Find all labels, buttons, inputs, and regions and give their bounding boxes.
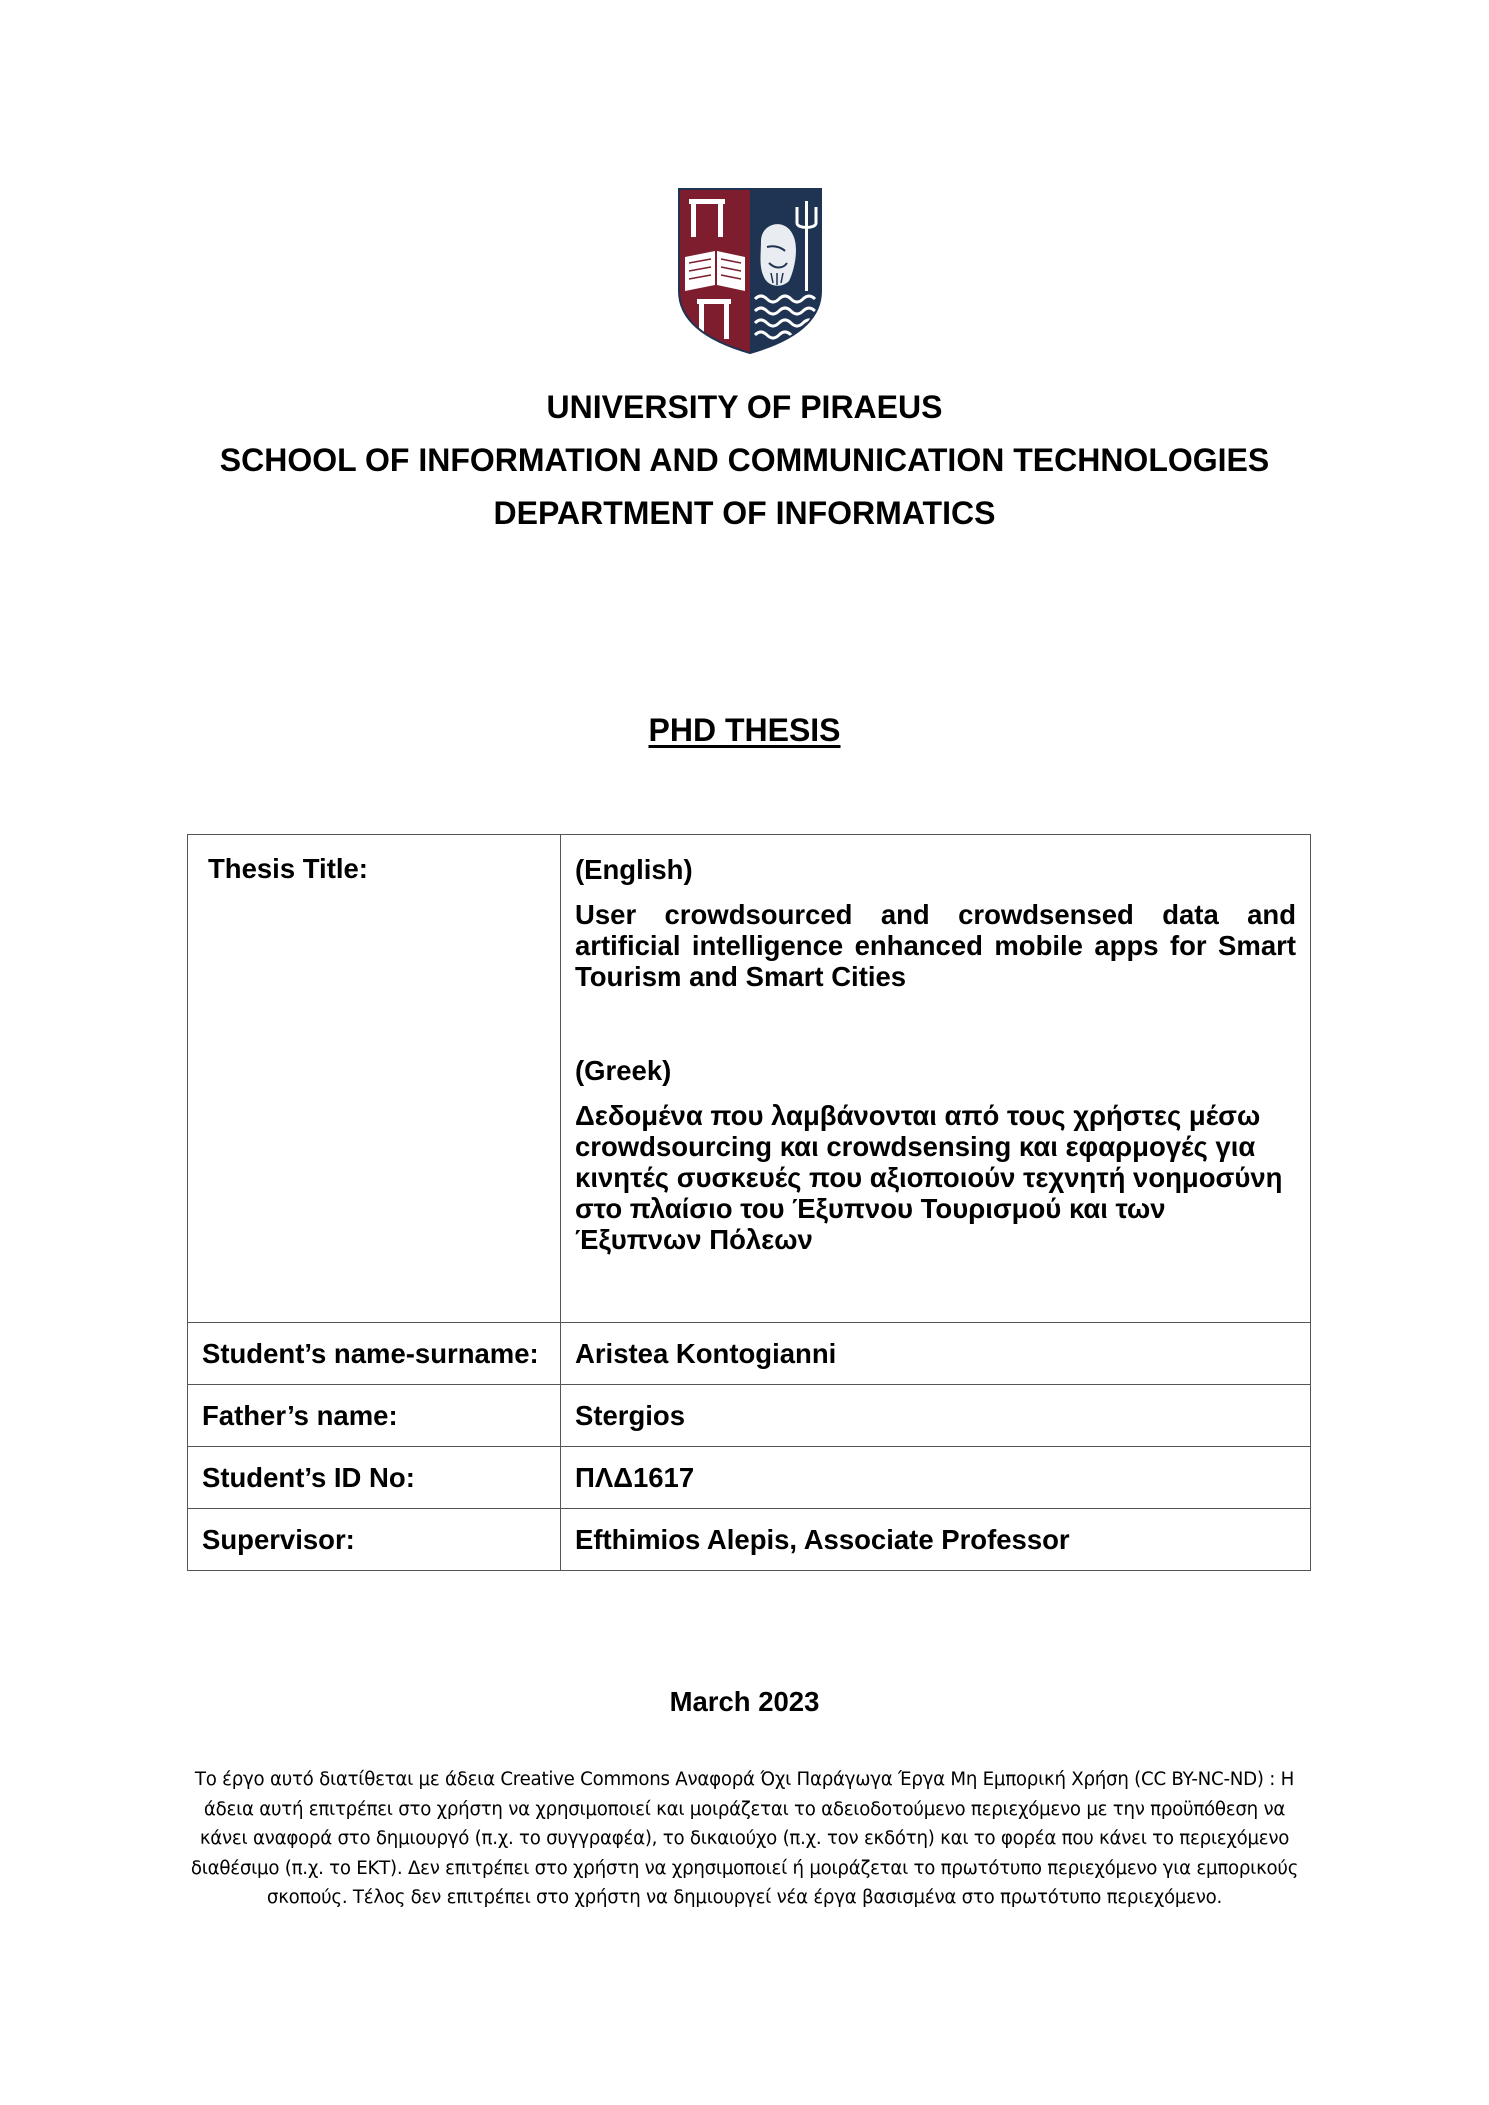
thesis-title-label: Thesis Title:	[208, 853, 368, 884]
student-name-value: Aristea Kontogianni	[575, 1338, 837, 1369]
greek-thesis-title: Δεδομένα που λαμβάνονται από τους χρήστες μέσω crowdsourcing και crowdsensing και εφαρμογές για κινητές συσκευές που αξιοποιούν τεχνητή νοημοσύνη στο πλαίσιο του Έξυπνου Τουρισμού και των Έξυπνων Πόλεων	[575, 1100, 1283, 1255]
father-name-value: Stergios	[575, 1400, 686, 1431]
father-name-value-cell	[561, 1385, 1311, 1447]
english-thesis-title: User crowdsourced and crowdsensed data and artificial intelligence enhanced mobile apps for Smart Tourism and Smart Cities	[575, 899, 1296, 992]
license-line: σκοπούς. Τέλος δεν επιτρέπει στο χρήστη να δημιουργεί νέα έργα βασισμένα στο πρωτότυπο περιεχόμενο.	[266, 1887, 1223, 1908]
table-row-supervisor	[188, 1509, 1311, 1571]
table-row-student-name	[188, 1323, 1311, 1385]
thesis-title-label-cell	[188, 835, 561, 1323]
student-id-label-cell	[188, 1447, 561, 1509]
license-line: διαθέσιμο (π.χ. το ΕΚΤ). Δεν επιτρέπει στο χρήστη να χρησιμοποιεί ή μοιράζεται το πρωτότυπο περιεχόμενο για εμπορικούς	[190, 1857, 1299, 1879]
department-name: DEPARTMENT OF INFORMATICS	[493, 495, 996, 531]
english-language-tag: (English)	[575, 854, 693, 885]
table-row-father-name	[188, 1385, 1311, 1447]
supervisor-label: Supervisor:	[202, 1524, 355, 1555]
university-crest-logo	[677, 187, 823, 355]
license-notice	[160, 1765, 1329, 1913]
thesis-title-row	[188, 835, 1311, 1323]
student-id-label: Student’s ID No:	[202, 1462, 415, 1493]
thesis-info-table	[187, 834, 1311, 1571]
license-line: κάνει αναφορά στο δημιουργό (π.χ. το συγγραφέα), το δικαιούχο (π.χ. τον εκδότη) και το φορέα που κάνει το περιεχόμενο	[199, 1828, 1290, 1849]
supervisor-value: Efthimios Alepis, Associate Professor	[575, 1524, 1070, 1555]
supervisor-label-cell	[188, 1509, 561, 1571]
thesis-title-value-cell	[561, 835, 1311, 1323]
document-type	[0, 711, 1489, 749]
student-name-value-cell	[561, 1323, 1311, 1385]
supervisor-value-cell	[561, 1509, 1311, 1571]
greek-language-tag: (Greek)	[575, 1055, 672, 1086]
university-name: UNIVERSITY OF PIRAEUS	[546, 389, 943, 425]
license-line: άδεια αυτή επιτρέπει στο χρήστη να χρησιμοποιεί και μοιράζεται το αδειοδοτούμενο περιεχόμενο με την προϋπόθεση να	[203, 1798, 1286, 1820]
table-row-student-id	[188, 1447, 1311, 1509]
student-name-label: Student’s name-surname:	[202, 1338, 539, 1369]
document-type-text: PHD THESIS	[648, 712, 841, 748]
student-id-value-cell	[561, 1447, 1311, 1509]
father-name-label: Father’s name:	[202, 1400, 398, 1431]
submission-date: March 2023	[669, 1686, 820, 1717]
father-name-label-cell	[188, 1385, 561, 1447]
school-name: SCHOOL OF INFORMATION AND COMMUNICATION TECHNOLOGIES	[219, 442, 1270, 478]
student-id-value: ΠΛΔ1617	[575, 1462, 695, 1493]
license-line: Το έργο αυτό διατίθεται με άδεια Creative Commons Αναφορά Όχι Παράγωγα Έργα Μη Εμπορική Χρήση (CC BY-NC-ND) : Η	[194, 1769, 1295, 1790]
student-name-label-cell	[188, 1323, 561, 1385]
